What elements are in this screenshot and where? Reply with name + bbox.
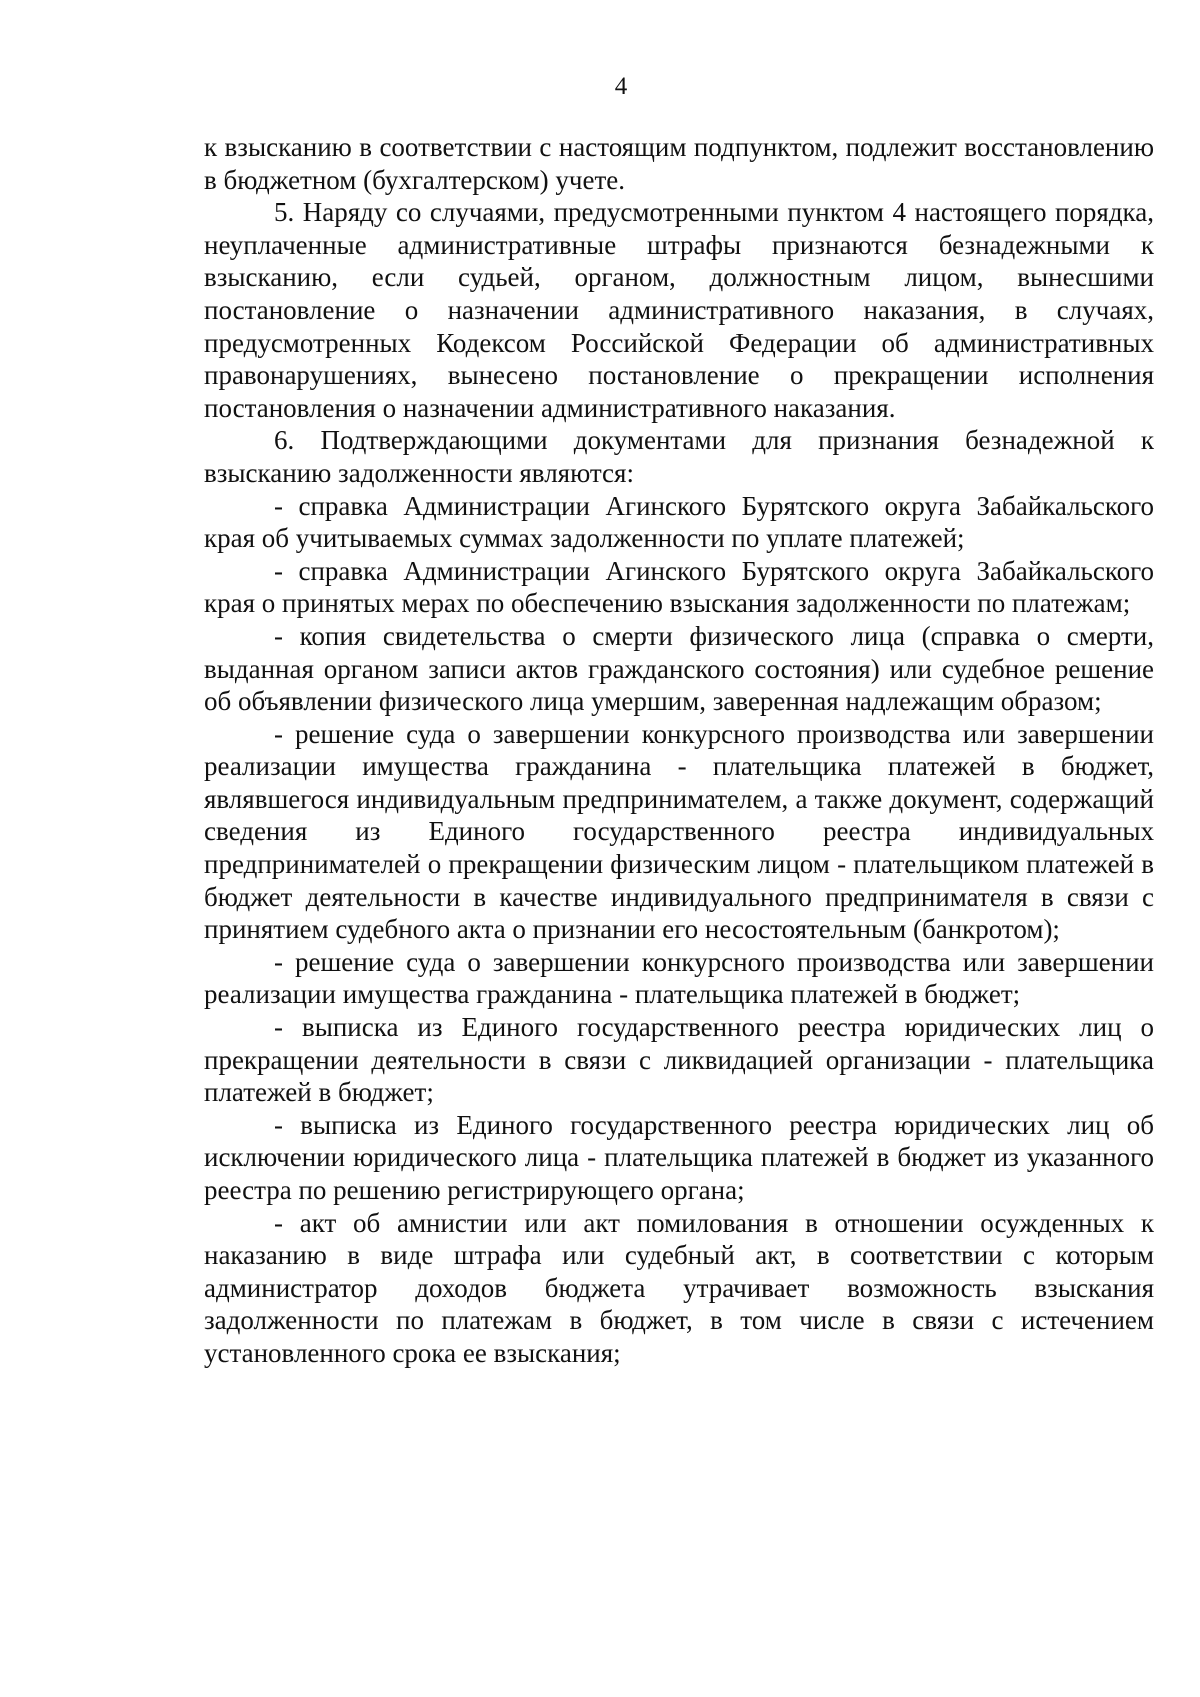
list-item: - решение суда о завершении конкурсного производства или завершении реализации имущества гражданина - плательщика платежей в бюджет; xyxy=(204,946,1154,1010)
list-item: - справка Администрации Агинского Бурятского округа Забайкальского края о принятых мерах по обеспечению взыскания задолженности по платежам; xyxy=(204,555,1154,619)
list-item: - выписка из Единого государственного реестра юридических лиц о прекращении деятельности в связи с ликвидацией организации - плательщика платежей в бюджет; xyxy=(204,1012,1154,1108)
list-item: - копия свидетельства о смерти физического лица (справка о смерти, выданная органом записи актов гражданского состояния) или судебное решение об объявлении физического лица умершим, заверенная надлежащим образом; xyxy=(204,620,1154,717)
list-item: - справка Администрации Агинского Бурятского округа Забайкальского края об учитываемых суммах задолженности по уплате платежей; xyxy=(204,490,1154,554)
list-item: - акт об амнистии или акт помилования в отношении осужденных к наказанию в виде штрафа или судебный акт, в соответствии с которым администратор доходов бюджета утрачивает возможность взыскания задолженности по платежам в бюджет, в том числе в связи с истечением установленного срока ее взыскания; xyxy=(204,1207,1154,1368)
list-item: - выписка из Единого государственного реестра юридических лиц об исключении юридического лица - плательщика платежей в бюджет из указанного реестра по решению регистрирующего органа; xyxy=(204,1109,1154,1205)
paragraph: 5. Наряду со случаями, предусмотренными пунктом 4 настоящего порядка, неуплаченные административные штрафы признаются безнадежными к взысканию, если судьей, органом, должностным лицом, вынесшими постановление о назначении административного наказания, в случаях, предусмотренных Кодексом Российской Федерации об административных правонарушениях, вынесено постановление о прекращении исполнения постановления о назначении административного наказания. xyxy=(204,197,1154,423)
paragraph: 6. Подтверждающими документами для признания безнадежной к взысканию задолженности являются: xyxy=(204,425,1154,488)
page-number: 4 xyxy=(614,73,628,100)
list-item: - решение суда о завершении конкурсного производства или завершении реализации имущества гражданина - плательщика платежей в бюджет, являвшегося индивидуальным предпринимателем, а также документ, содержащий сведения из Единого государственного реестра индивидуальных предпринимателей о прекращении физическим лицом - плательщиком платежей в бюджет деятельности в качестве индивидуального предпринимателя в связи с принятием судебного акта о признании его несостоятельным (банкротом); xyxy=(204,718,1154,945)
document-body xyxy=(204,131,1154,1370)
paragraph: к взысканию в соответствии с настоящим подпунктом, подлежит восстановлению в бюджетном (бухгалтерском) учете. xyxy=(204,132,1154,195)
